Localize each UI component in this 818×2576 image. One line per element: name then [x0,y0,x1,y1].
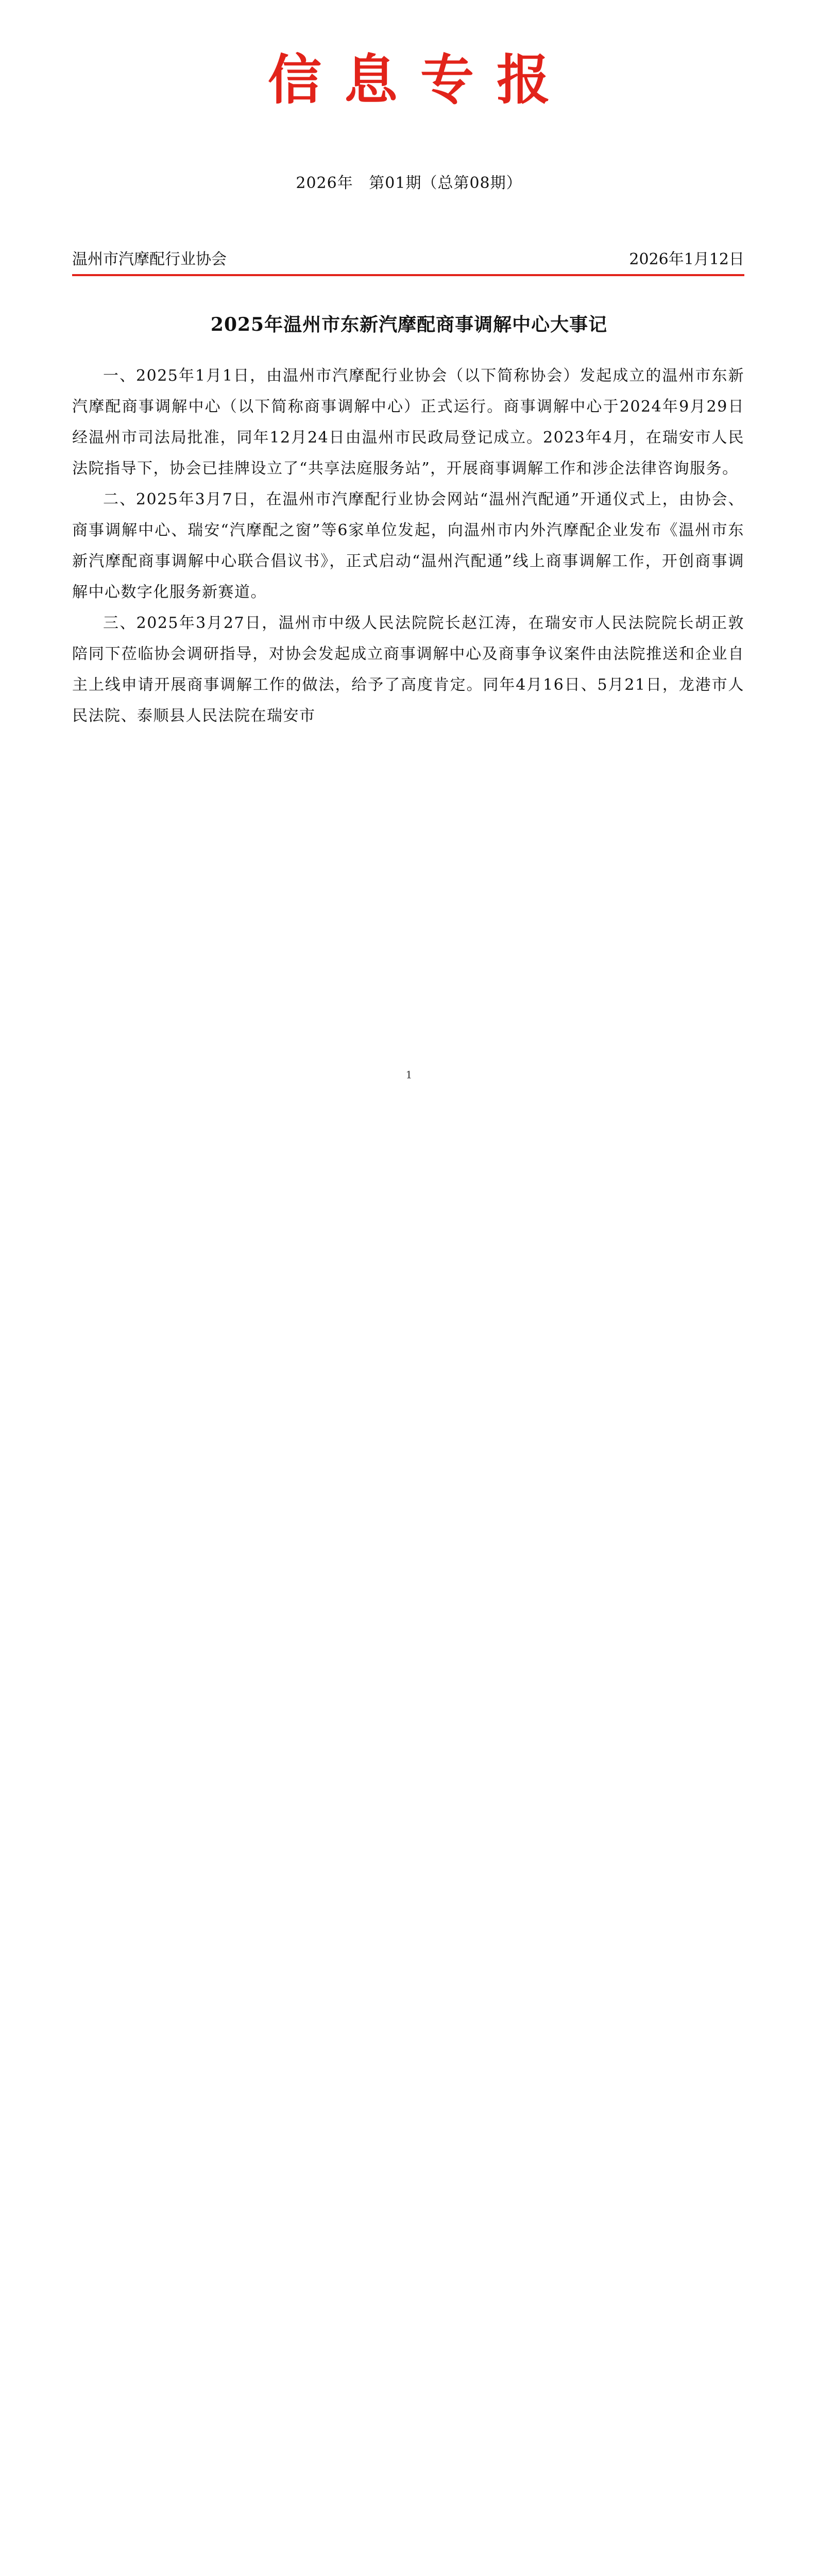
issuing-organization: 温州市汽摩配行业协会 [72,250,227,268]
masthead-title: 信息专报 [267,48,573,111]
org-date-row [72,246,744,269]
page-1 [0,0,818,1156]
document-title: 2025年温州市东新汽摩配商事调解中心大事记 [210,314,608,335]
issue-line [0,170,818,193]
page-1-body [72,361,744,732]
issue-year: 2026年 [296,174,353,192]
issue-date: 2026年1月12日 [629,250,744,268]
issue-number: 第01期（总第08期） [369,174,522,192]
page-3 [0,2312,818,2576]
paragraph-1: 一、2025年1月1日，由温州市汽摩配行业协会（以下简称协会）发起成立的温州市东新汽摩配商事调解中心（以下简称商事调解中心）正式运行。商事调解中心于2024年9月29日经温州市司法局批准，同年12月24日由温州市民政局登记成立。2023年4月，在瑞安市人民法院指导下，协会已挂牌设立了“共享法庭服务站”，开展商事调解工作和涉企法律咨询服务。 [72,367,744,478]
paragraph-2: 二、2025年3月7日，在温州市汽摩配行业协会网站“温州汽配通”开通仪式上，由协会、商事调解中心、瑞安“汽摩配之窗”等6家单位发起，向温州市内外汽摩配企业发布《温州市东新汽摩配商事调解中心联合倡议书》，正式启动“温州汽配通”线上商事调解工作，开创商事调解中心数字化服务新赛道。 [72,490,744,601]
red-divider-rule [72,274,744,276]
paragraph-3: 三、2025年3月27日，温州市中级人民法院院长赵江涛，在瑞安市人民法院院长胡正敦陪同下莅临协会调研指导，对协会发起成立商事调解中心及商事争议案件由法院推送和企业自主上线申请开展商事调解工作的做法，给予了高度肯定。同年4月16日、5月21日，龙港市人民法院、泰顺县人民法院在瑞安市 [72,614,744,725]
page-number: 1 [405,1069,413,1081]
page-2 [0,1156,818,2312]
